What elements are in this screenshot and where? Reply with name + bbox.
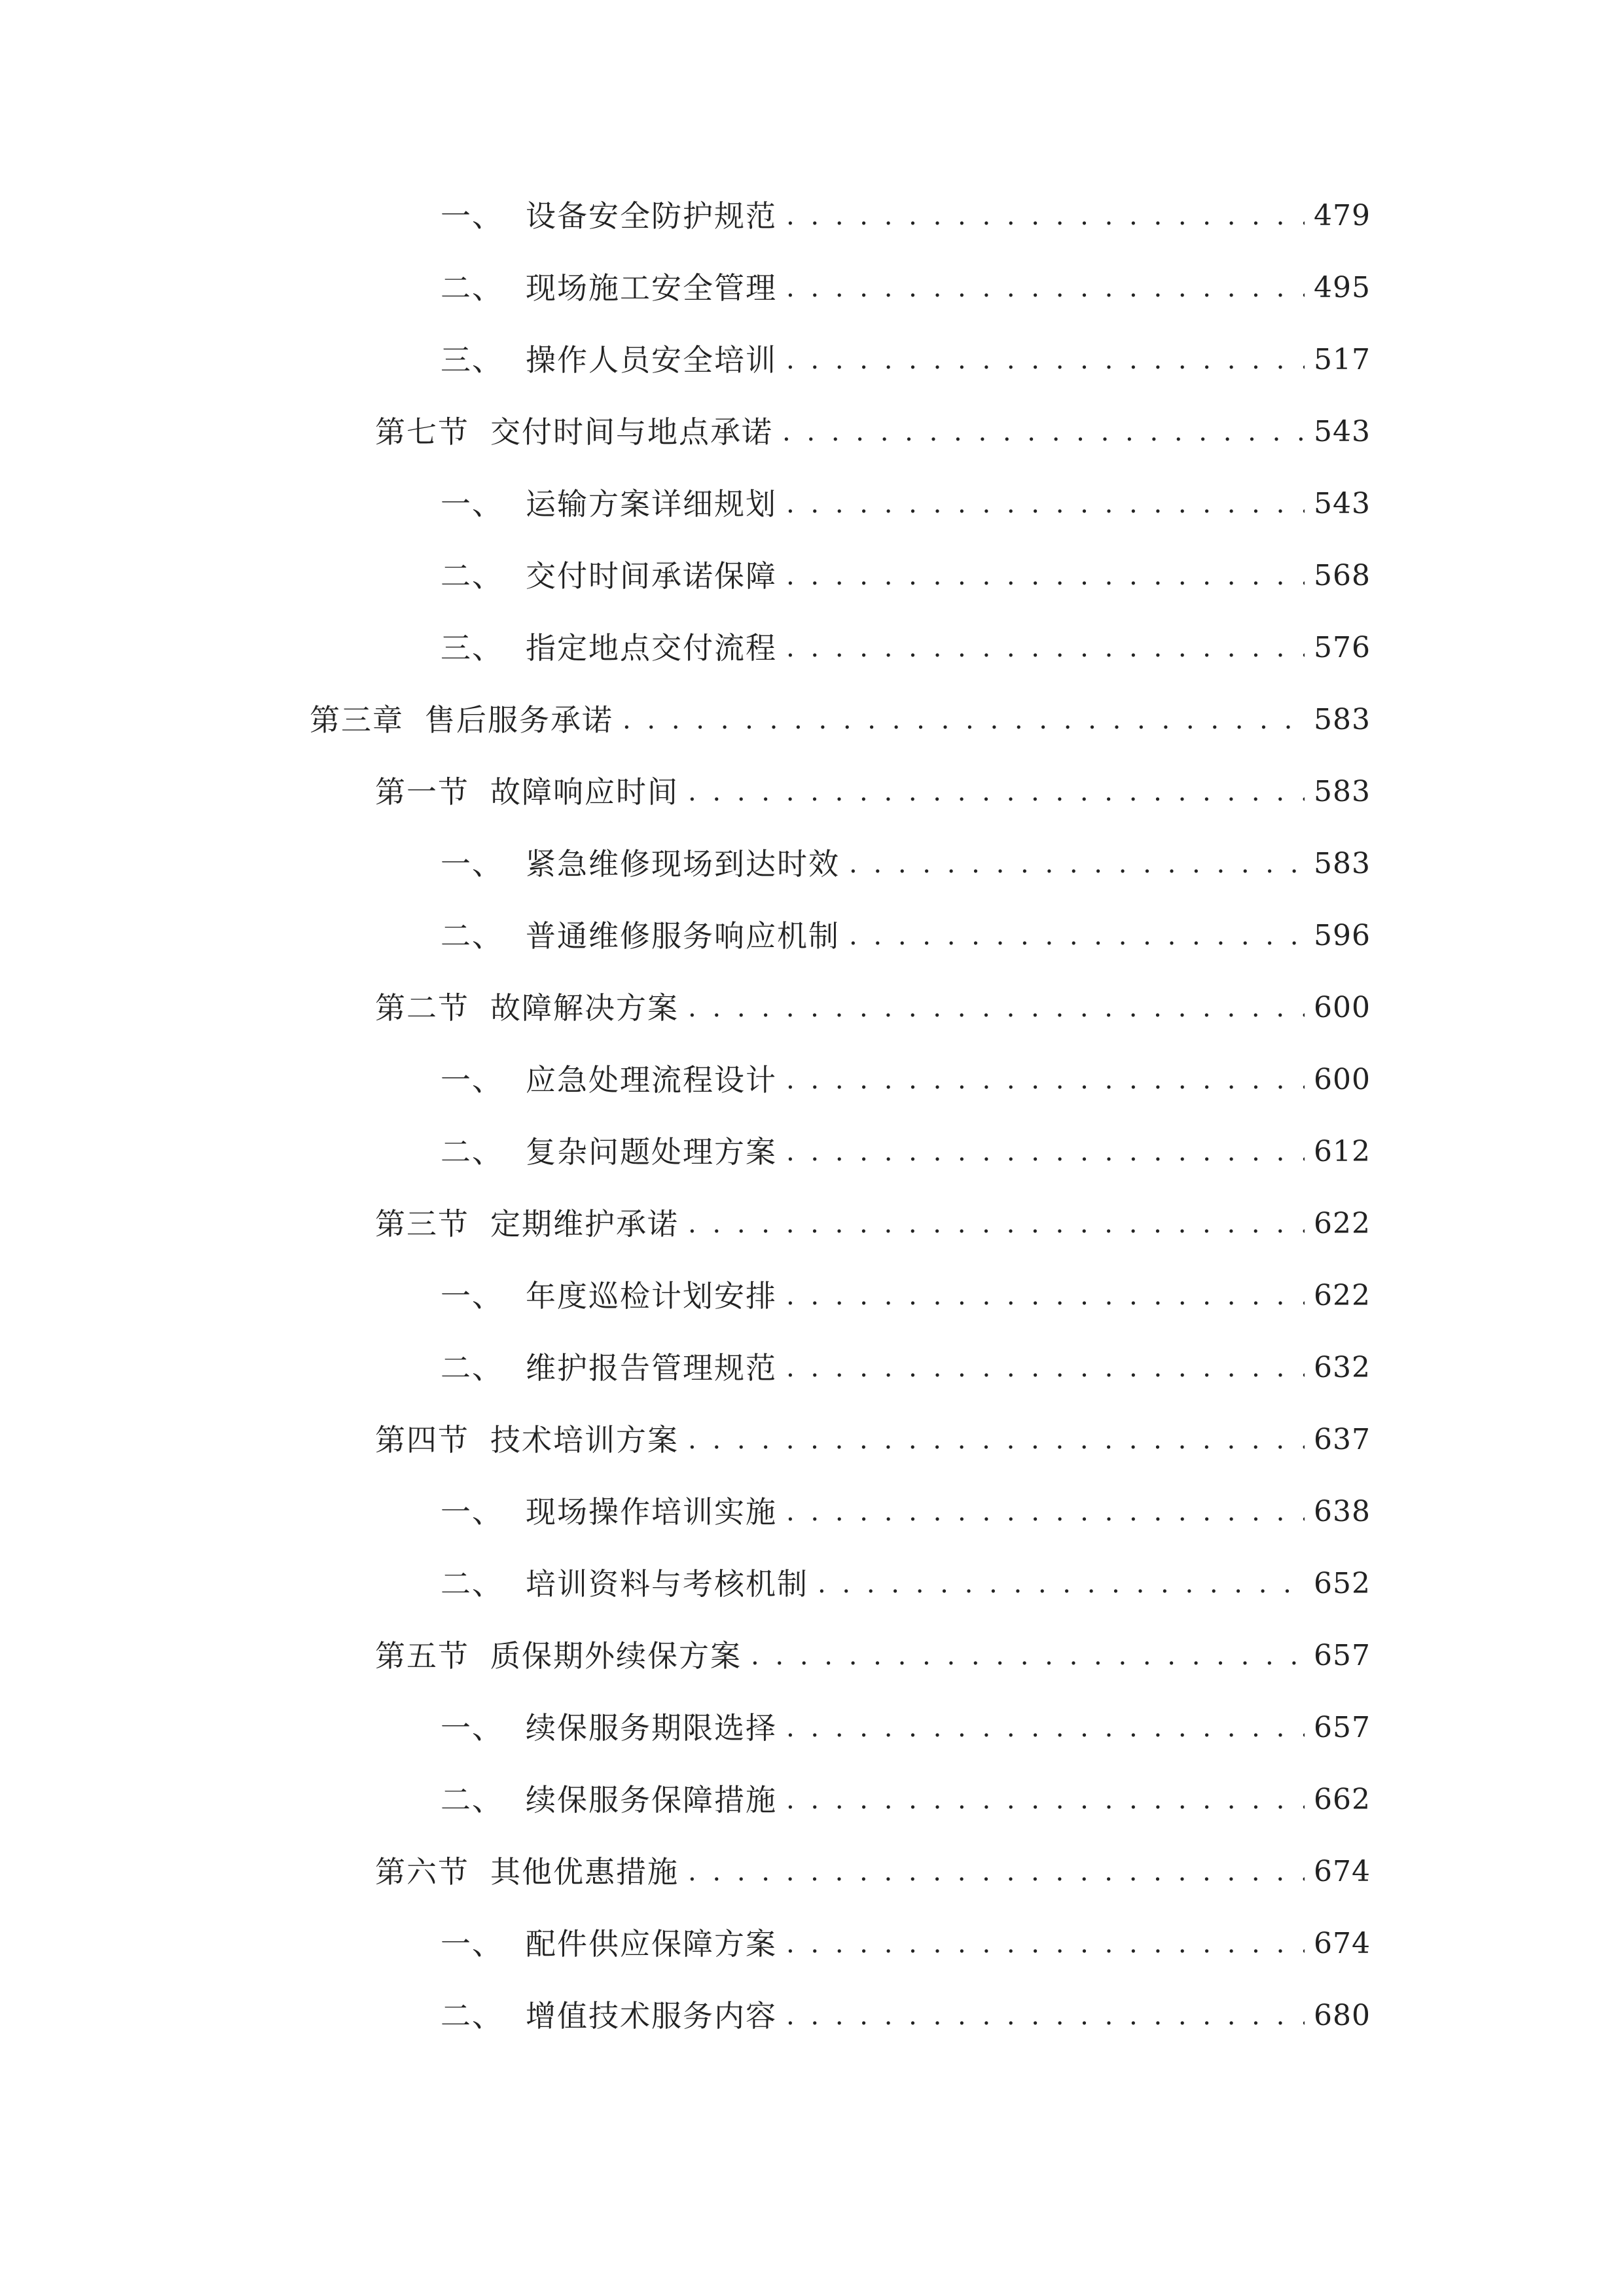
toc-entry-title: 设备安全防护规范 bbox=[526, 198, 777, 234]
dot-leader bbox=[688, 766, 1305, 818]
toc-entry[interactable] bbox=[441, 1342, 1371, 1394]
toc-entry[interactable] bbox=[375, 1630, 1371, 1682]
toc-entry-page: 637 bbox=[1314, 1423, 1371, 1456]
dot-leader bbox=[751, 1630, 1305, 1682]
dot-leader bbox=[786, 1054, 1305, 1106]
toc-entry-title: 配件供应保障方案 bbox=[526, 1926, 777, 1962]
toc-entry[interactable] bbox=[441, 1126, 1371, 1178]
toc-entry[interactable] bbox=[375, 766, 1371, 818]
dot-leader bbox=[786, 1990, 1305, 2042]
toc-entry-number: 三、 bbox=[441, 630, 503, 666]
toc-entry-page: 622 bbox=[1314, 1207, 1371, 1240]
toc-entry-page: 517 bbox=[1314, 343, 1371, 376]
toc-entry-number: 一、 bbox=[441, 1926, 503, 1962]
toc-entry[interactable] bbox=[441, 910, 1371, 962]
toc-entry-number: 一、 bbox=[441, 1494, 503, 1530]
toc-entry-number: 第三节 bbox=[375, 1206, 469, 1242]
toc-entry-page: 622 bbox=[1314, 1279, 1371, 1312]
dot-leader bbox=[786, 1918, 1305, 1970]
toc-entry-number: 二、 bbox=[441, 1782, 503, 1818]
toc-entry-title: 现场操作培训实施 bbox=[526, 1494, 777, 1530]
dot-leader bbox=[623, 694, 1305, 746]
toc-entry-page: 612 bbox=[1314, 1135, 1371, 1168]
toc-entry-number: 二、 bbox=[441, 918, 503, 954]
toc-entry-number: 一、 bbox=[441, 1710, 503, 1746]
dot-leader bbox=[786, 478, 1305, 530]
toc-entry-title: 应急处理流程设计 bbox=[526, 1062, 777, 1098]
toc-entry-number: 一、 bbox=[441, 486, 503, 522]
toc-entry-page: 600 bbox=[1314, 991, 1371, 1024]
toc-entry[interactable] bbox=[441, 1486, 1371, 1538]
toc-entry-title: 其他优惠措施 bbox=[490, 1854, 679, 1890]
dot-leader bbox=[786, 262, 1305, 314]
dot-leader bbox=[786, 334, 1305, 386]
toc-entry[interactable] bbox=[441, 838, 1371, 890]
toc-entry-number: 二、 bbox=[441, 270, 503, 306]
toc-entry-title: 定期维护承诺 bbox=[490, 1206, 679, 1242]
dot-leader bbox=[782, 406, 1305, 458]
toc-entry-title: 续保服务保障措施 bbox=[526, 1782, 777, 1818]
toc-entry-number: 一、 bbox=[441, 846, 503, 882]
toc-entry-page: 680 bbox=[1314, 1999, 1371, 2032]
toc-entry[interactable] bbox=[441, 1702, 1371, 1754]
dot-leader bbox=[786, 1126, 1305, 1178]
toc-entry-title: 现场施工安全管理 bbox=[526, 270, 777, 306]
toc-entry-title: 故障解决方案 bbox=[490, 990, 679, 1026]
toc-entry-page: 543 bbox=[1314, 415, 1371, 448]
toc-entry[interactable] bbox=[441, 1054, 1371, 1106]
dot-leader bbox=[688, 982, 1305, 1034]
toc-entry-title: 紧急维修现场到达时效 bbox=[526, 846, 840, 882]
toc-entry[interactable] bbox=[441, 478, 1371, 530]
dot-leader bbox=[688, 1198, 1305, 1250]
toc-entry-title: 指定地点交付流程 bbox=[526, 630, 777, 666]
toc-entry-page: 674 bbox=[1314, 1855, 1371, 1888]
toc-entry-title: 年度巡检计划安排 bbox=[526, 1278, 777, 1314]
toc-entry-page: 479 bbox=[1314, 199, 1371, 232]
toc-entry[interactable] bbox=[441, 262, 1371, 314]
toc-entry-title: 续保服务期限选择 bbox=[526, 1710, 777, 1746]
toc-entry-title: 复杂问题处理方案 bbox=[526, 1134, 777, 1170]
toc-entry-number: 二、 bbox=[441, 558, 503, 594]
toc-entry-title: 技术培训方案 bbox=[490, 1422, 679, 1458]
toc-entry-number: 第二节 bbox=[375, 990, 469, 1026]
dot-leader bbox=[688, 1414, 1305, 1466]
toc-entry-title: 增值技术服务内容 bbox=[526, 1998, 777, 2034]
dot-leader bbox=[786, 1486, 1305, 1538]
toc-entry-number: 第三章 bbox=[310, 702, 404, 738]
toc-entry-page: 632 bbox=[1314, 1351, 1371, 1384]
toc-entry-page: 495 bbox=[1314, 271, 1371, 304]
toc-entry-page: 638 bbox=[1314, 1495, 1371, 1528]
toc-entry-number: 二、 bbox=[441, 1998, 503, 2034]
toc-entry-number: 第四节 bbox=[375, 1422, 469, 1458]
toc-entry-number: 三、 bbox=[441, 342, 503, 378]
toc-entry-number: 一、 bbox=[441, 198, 503, 234]
toc-entry-page: 576 bbox=[1314, 631, 1371, 664]
dot-leader bbox=[786, 190, 1305, 242]
toc-entry-title: 交付时间承诺保障 bbox=[526, 558, 777, 594]
dot-leader bbox=[849, 910, 1305, 962]
dot-leader bbox=[818, 1558, 1305, 1610]
toc-entry[interactable] bbox=[441, 1918, 1371, 1970]
toc-entry-page: 600 bbox=[1314, 1063, 1371, 1096]
toc-entry-page: 583 bbox=[1314, 847, 1371, 880]
toc-entry-title: 操作人员安全培训 bbox=[526, 342, 777, 378]
toc-entry-number: 一、 bbox=[441, 1062, 503, 1098]
toc-entry[interactable] bbox=[441, 1990, 1371, 2042]
toc-entry-title: 故障响应时间 bbox=[490, 774, 679, 810]
dot-leader bbox=[786, 1702, 1305, 1754]
toc-entry-page: 543 bbox=[1314, 487, 1371, 520]
toc-entry[interactable] bbox=[441, 1270, 1371, 1322]
dot-leader bbox=[786, 550, 1305, 602]
toc-entry-title: 维护报告管理规范 bbox=[526, 1350, 777, 1386]
toc-entry-page: 652 bbox=[1314, 1567, 1371, 1600]
toc-entry[interactable] bbox=[375, 406, 1371, 458]
dot-leader bbox=[786, 1774, 1305, 1826]
toc-entry-number: 二、 bbox=[441, 1134, 503, 1170]
toc-entry-number: 一、 bbox=[441, 1278, 503, 1314]
toc-entry-page: 568 bbox=[1314, 559, 1371, 592]
toc-entry-number: 第六节 bbox=[375, 1854, 469, 1890]
toc-entry[interactable] bbox=[441, 334, 1371, 386]
toc-entry-page: 657 bbox=[1314, 1639, 1371, 1672]
toc-entry-page: 583 bbox=[1314, 703, 1371, 736]
toc-entry-title: 质保期外续保方案 bbox=[490, 1638, 742, 1674]
toc-entry[interactable] bbox=[375, 982, 1371, 1034]
toc-entry[interactable] bbox=[441, 1774, 1371, 1826]
toc-entry[interactable] bbox=[375, 1414, 1371, 1466]
toc-entry-number: 第七节 bbox=[375, 414, 469, 450]
toc-entry-number: 二、 bbox=[441, 1350, 503, 1386]
toc-entry-title: 售后服务承诺 bbox=[425, 702, 613, 738]
toc-entry-title: 普通维修服务响应机制 bbox=[526, 918, 840, 954]
toc-entry-title: 交付时间与地点承诺 bbox=[490, 414, 773, 450]
dot-leader bbox=[688, 1846, 1305, 1898]
toc-entry[interactable] bbox=[441, 1558, 1371, 1610]
toc-entry-page: 674 bbox=[1314, 1927, 1371, 1960]
toc-entry[interactable] bbox=[375, 1846, 1371, 1898]
dot-leader bbox=[786, 1270, 1305, 1322]
toc-entry-title: 运输方案详细规划 bbox=[526, 486, 777, 522]
toc-entry-page: 657 bbox=[1314, 1711, 1371, 1744]
dot-leader bbox=[786, 1342, 1305, 1394]
toc-entry-page: 662 bbox=[1314, 1783, 1371, 1816]
toc-entry-number: 第一节 bbox=[375, 774, 469, 810]
toc-entry[interactable] bbox=[441, 190, 1371, 242]
toc-entry[interactable] bbox=[441, 622, 1371, 674]
toc-entry[interactable] bbox=[375, 1198, 1371, 1250]
toc-entry[interactable] bbox=[441, 550, 1371, 602]
toc-entry-number: 第五节 bbox=[375, 1638, 469, 1674]
toc-entry-page: 596 bbox=[1314, 919, 1371, 952]
toc-entry-page: 583 bbox=[1314, 775, 1371, 808]
toc-entry[interactable] bbox=[310, 694, 1371, 746]
toc-entry-number: 二、 bbox=[441, 1566, 503, 1602]
toc-entry-title: 培训资料与考核机制 bbox=[526, 1566, 808, 1602]
dot-leader bbox=[849, 838, 1305, 890]
dot-leader bbox=[786, 622, 1305, 674]
